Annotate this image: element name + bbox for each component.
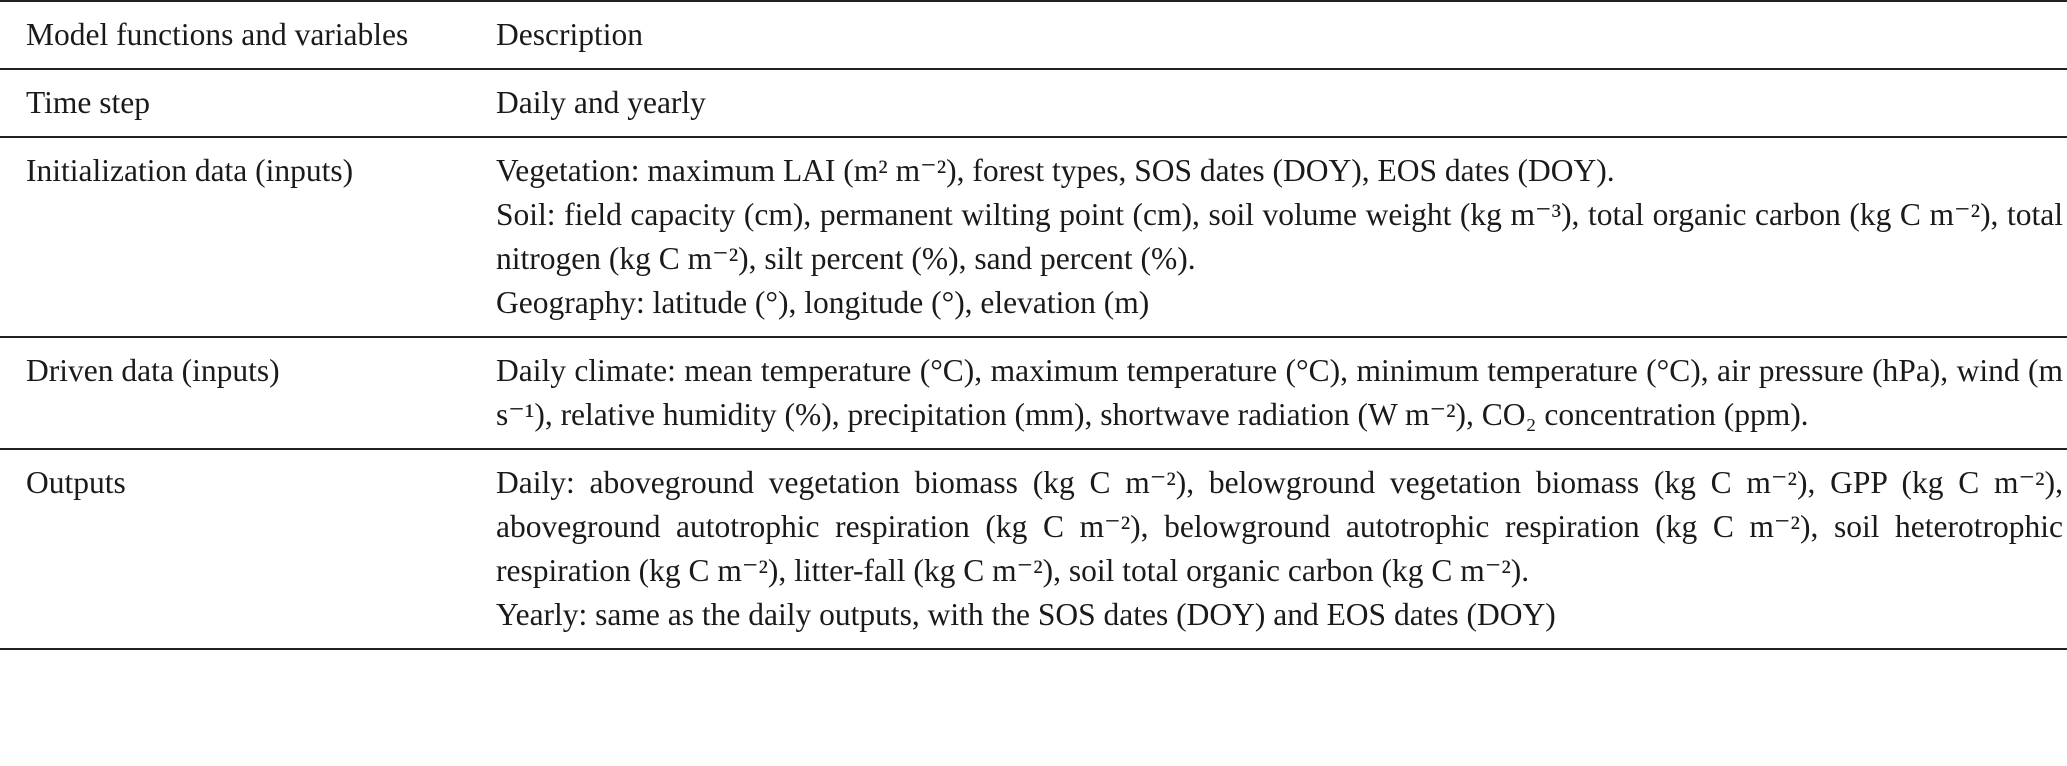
table-row (0, 337, 2067, 449)
row-description (496, 337, 2067, 449)
row-description (496, 69, 2067, 137)
table-row (0, 449, 2067, 649)
row-description (496, 449, 2067, 649)
header-description: Description (496, 1, 2067, 69)
row-name: Initialization data (inputs) (0, 137, 496, 337)
header-model-functions: Model functions and variables (0, 1, 496, 69)
description-line: Daily climate: mean temperature (°C), maximum temperature (°C), minimum temperature (°C), air pressure (hPa), wind (m s⁻¹), relative humidity (%), precipitation (mm), shortwave radiation (W m⁻²), CO₂ concentration (ppm). (496, 353, 2063, 432)
table-row (0, 69, 2067, 137)
description-line: Yearly: same as the daily outputs, with the SOS dates (DOY) and EOS dates (DOY) (496, 597, 1556, 632)
row-name: Outputs (0, 449, 496, 649)
row-name: Driven data (inputs) (0, 337, 496, 449)
description-line: Vegetation: maximum LAI (m² m⁻²), forest types, SOS dates (DOY), EOS dates (DOY). (496, 153, 1615, 188)
table-row (0, 137, 2067, 337)
description-line: Daily and yearly (496, 85, 706, 120)
description-line: Geography: latitude (°), longitude (°), elevation (m) (496, 285, 1150, 320)
description-line: Soil: field capacity (cm), permanent wilting point (cm), soil volume weight (kg m⁻³), total organic carbon (kg C m⁻²), total nitrogen (kg C m⁻²), silt percent (%), sand percent (%). (496, 197, 2063, 276)
row-description (496, 137, 2067, 337)
table-header-row (0, 1, 2067, 69)
description-line: Daily: aboveground vegetation biomass (kg C m⁻²), belowground vegetation biomass (kg C m⁻²), GPP (kg C m⁻²), aboveground autotrophic respiration (kg C m⁻²), belowground autotrophic respiration (kg C m⁻²), soil heterotrophic respiration (kg C m⁻²), litter-fall (kg C m⁻²), soil total organic carbon (kg C m⁻²). (496, 465, 2063, 588)
row-name: Time step (0, 69, 496, 137)
